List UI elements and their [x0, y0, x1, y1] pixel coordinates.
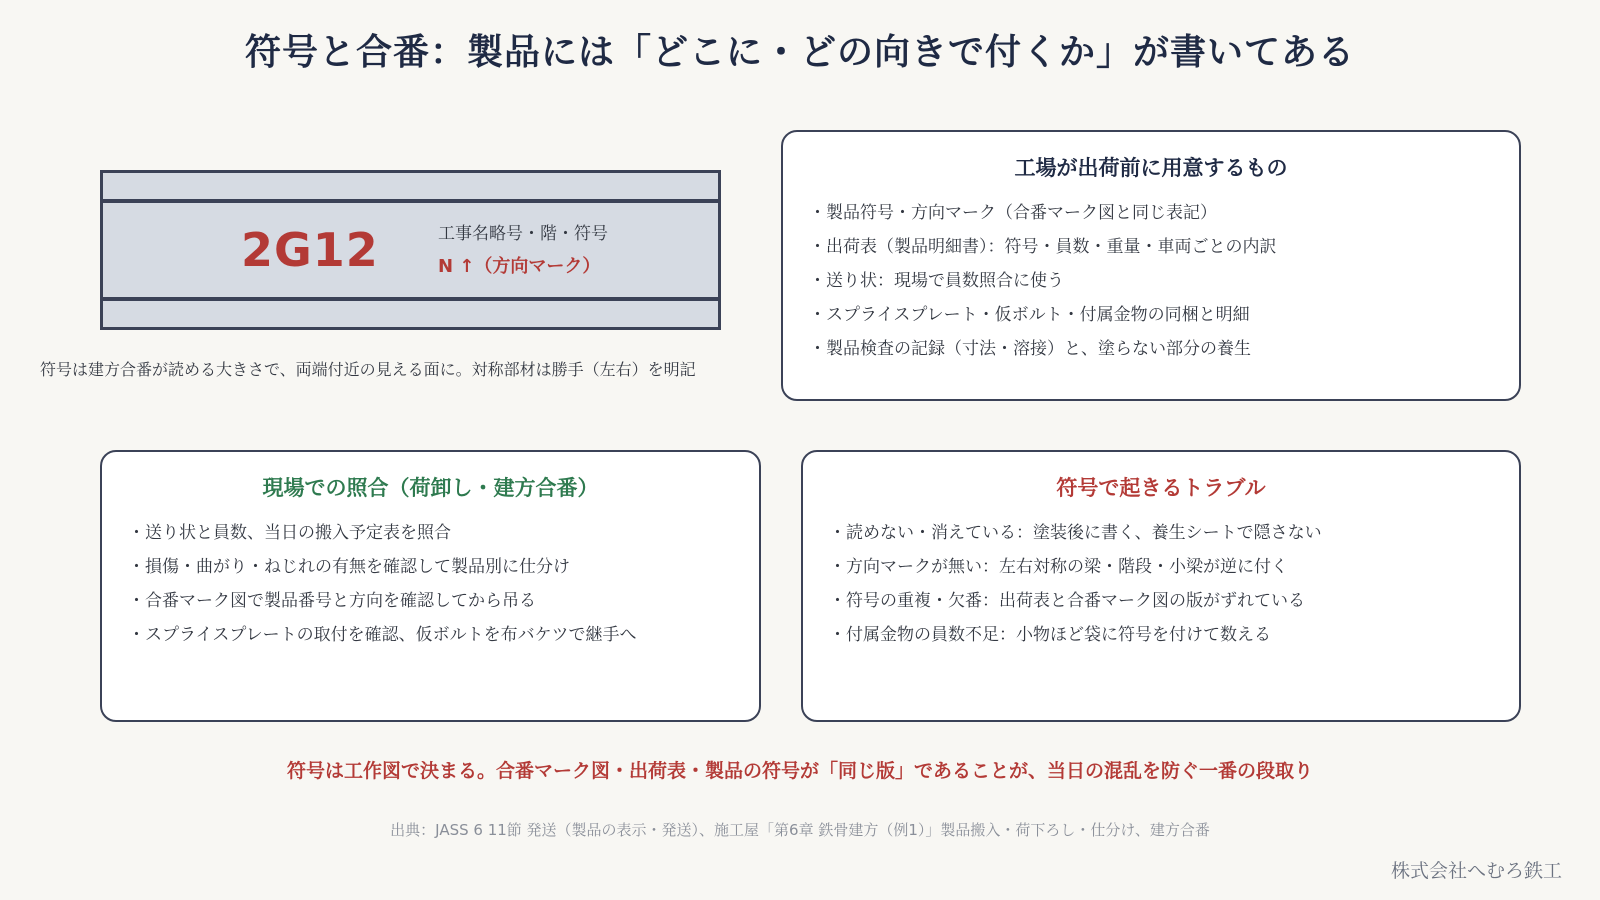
list-item: ・方向マークが無い：左右対称の梁・階段・小梁が逆に付く [829, 557, 1288, 577]
list-item: ・送り状と員数、当日の搬入予定表を照合 [128, 523, 451, 543]
source-citation: 出典：JASS 6 11節 発送（製品の表示・発送）、施工屋「第6章 鉄骨建方（例1）」製品搬入・荷下ろし・仕分け、建方合番 [390, 821, 1210, 839]
list-item: ・損傷・曲がり・ねじれの有無を確認して製品別に仕分け [128, 557, 570, 577]
prep-card [781, 130, 1521, 401]
list-item: ・読めない・消えている：塗装後に書く、養生シートで隠さない [829, 523, 1322, 543]
member-note: 符号は建方合番が読める大きさで、両端付近の見える面に。対称部材は勝手（左右）を明記 [40, 360, 696, 379]
list-item: ・付属金物の員数不足：小物ほど袋に符号を付けて数える [829, 625, 1271, 645]
trouble-card-list [803, 516, 1519, 652]
company-name: 株式会社へむろ鉄工 [1390, 860, 1562, 882]
trouble-card-title: 符号で起きるトラブル [1056, 476, 1266, 500]
list-item: ・出荷表（製品明細書）：符号・員数・重量・車両ごとの内訳 [809, 237, 1277, 257]
site-card-title: 現場での照合（荷卸し・建方合番） [262, 476, 599, 500]
list-item: ・製品符号・方向マーク（合番マーク図と同じ表記） [809, 203, 1217, 223]
conclusion-text: 符号は工作図で決まる。合番マーク図・出荷表・製品の符号が「同じ版」であることが、当日の混乱を防ぐ一番の段取り [286, 760, 1313, 782]
bottom-flange-line [103, 297, 718, 301]
member-mark-legend: 工事名略号・階・符号 [438, 224, 608, 244]
page-title: 符号と合番：製品には「どこに・どの向きで付くか」が書いてある [244, 32, 1355, 73]
top-flange-line [103, 199, 718, 203]
prep-card-list [783, 196, 1519, 366]
trouble-card [801, 450, 1521, 722]
list-item: ・符号の重複・欠番：出荷表と合番マーク図の版がずれている [829, 591, 1305, 611]
list-item: ・送り状：現場で員数照合に使う [809, 271, 1064, 291]
prep-card-title: 工場が出荷前に用意するもの [1014, 156, 1288, 180]
site-card-list [102, 516, 759, 652]
site-card [100, 450, 761, 722]
list-item: ・製品検査の記録（寸法・溶接）と、塗らない部分の養生 [809, 339, 1251, 359]
direction-mark: N ↑（方向マーク） [438, 256, 601, 277]
member-mark: 2G12 [241, 223, 379, 277]
list-item: ・合番マーク図で製品番号と方向を確認してから吊る [128, 591, 536, 611]
steel-member-illustration [100, 170, 721, 330]
list-item: ・スプライスプレートの取付を確認、仮ボルトを布バケツで継手へ [128, 625, 637, 645]
list-item: ・スプライスプレート・仮ボルト・付属金物の同梱と明細 [809, 305, 1250, 325]
